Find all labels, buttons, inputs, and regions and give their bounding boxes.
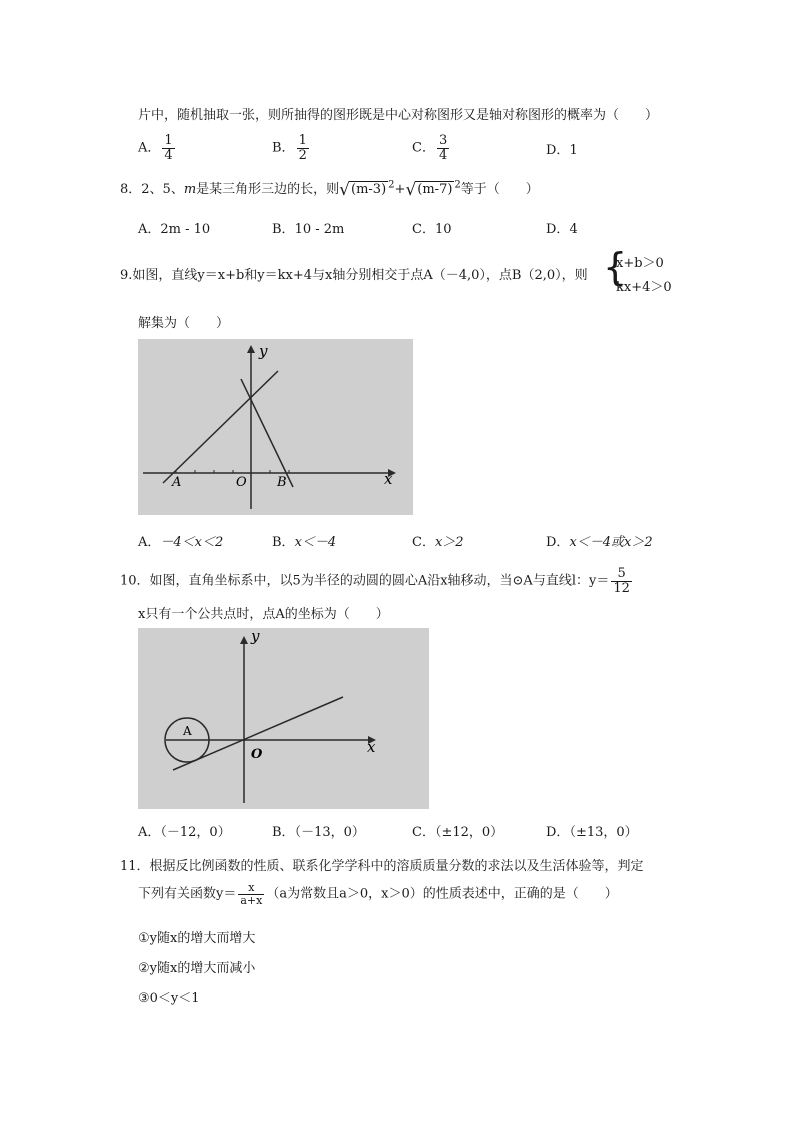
- y-arrow: [240, 636, 248, 644]
- label-x: x: [367, 738, 376, 756]
- q9-option-c[interactable]: C．x＞2: [412, 535, 464, 550]
- q10-option-b[interactable]: B．（－13，0）: [272, 825, 365, 840]
- label-y: y: [251, 628, 260, 645]
- q9-inequality-2: kx+4＞0: [616, 280, 672, 295]
- option-text: 1: [569, 143, 578, 158]
- q11-item-1: ①y随x的增大而增大: [138, 931, 256, 946]
- q11-item-3: ③0＜y＜1: [138, 991, 200, 1006]
- option-letter: C．: [412, 140, 435, 156]
- fraction: $\frac{x}{a+x}$: [240, 881, 263, 907]
- fraction: $\frac{1}{4}$: [164, 133, 173, 163]
- q8-option-d[interactable]: D．4: [546, 222, 578, 237]
- q9-stem: 9.如图，直线y＝x+b和y＝kx+4与x轴分别相交于点A（－4,0），点B（2,0），则: [120, 268, 588, 283]
- q8-option-c[interactable]: C．10: [412, 222, 452, 237]
- q7-option-c[interactable]: [412, 134, 451, 162]
- option-letter: A．: [138, 140, 161, 156]
- q11-stem-2: 下列有关函数y＝ $\frac{x}{a+x}$ （a为常数且a＞0，x＞0）的性质表述中，正确的是（ ）: [138, 881, 618, 907]
- fraction: $\frac{3}{4}$: [438, 133, 448, 163]
- label-B: B: [277, 475, 287, 490]
- q10-option-a[interactable]: A．（－12，0）: [138, 825, 231, 840]
- q7-option-b[interactable]: [272, 134, 311, 162]
- q8-option-b[interactable]: B．10 - 2m: [272, 222, 345, 237]
- q9-stem-2: 解集为（ ）: [138, 316, 230, 331]
- q11-stem: 11．根据反比例函数的性质、联系化学学科中的溶质质量分数的求法以及生活体验等，判定: [120, 859, 644, 874]
- q10-figure: [138, 628, 429, 809]
- q9-option-a[interactable]: A．－4＜x＜2: [138, 535, 224, 550]
- q9-option-b[interactable]: B．x＜－4: [272, 535, 337, 550]
- line-x-plus-b: [163, 371, 278, 483]
- y-arrow: [247, 345, 255, 353]
- q9-inequality-1: x+b＞0: [616, 256, 664, 271]
- label-A: A: [183, 724, 192, 738]
- q10-option-c[interactable]: C．（±12，0）: [412, 825, 504, 840]
- label-x: x: [384, 470, 393, 488]
- q7-stem-tail: 片中，随机抽取一张，则所抽得的图形既是中心对称图形又是轴对称图形的概率为（ ）: [138, 108, 659, 123]
- label-y: y: [259, 342, 268, 360]
- label-A: A: [172, 475, 182, 490]
- q9-option-d[interactable]: D．x＜－4或x＞2: [546, 535, 653, 550]
- q8-stem: 8．2、5、m是某三角形三边的长，则√(m-3) $^2$+√(m-7) $^2$等于（ ）: [120, 179, 539, 200]
- q11-item-2: ②y随x的增大而减小: [138, 961, 256, 976]
- q7-option-d[interactable]: [546, 139, 578, 158]
- q10-stem: 10．如图，直角坐标系中，以5为半径的动圆的圆心A沿x轴移动，当⊙A与直线l：y＝ $\frac{5}{12}$: [120, 566, 630, 596]
- label-O: O: [251, 747, 263, 762]
- radical-2: (m-7): [417, 182, 453, 197]
- q10-graph: [138, 628, 429, 809]
- q7-option-a[interactable]: [138, 134, 177, 162]
- q10-option-d[interactable]: D．（±13，0）: [546, 825, 638, 840]
- option-letter: B．: [272, 140, 295, 156]
- q10-stem-2: x只有一个公共点时，点A的坐标为（ ）: [138, 607, 389, 622]
- line-kx-plus-4: [241, 379, 293, 487]
- system-brace: {: [603, 245, 628, 289]
- q9-figure: [138, 339, 413, 515]
- q8-option-a[interactable]: A．2m - 10: [138, 222, 211, 237]
- radical-1: (m-3): [351, 182, 387, 197]
- option-letter: D．: [546, 143, 570, 158]
- fraction: $\frac{1}{2}$: [298, 133, 307, 163]
- label-O: O: [236, 475, 247, 490]
- q9-graph: [138, 339, 413, 515]
- fraction: $\frac{5}{12}$: [613, 566, 630, 596]
